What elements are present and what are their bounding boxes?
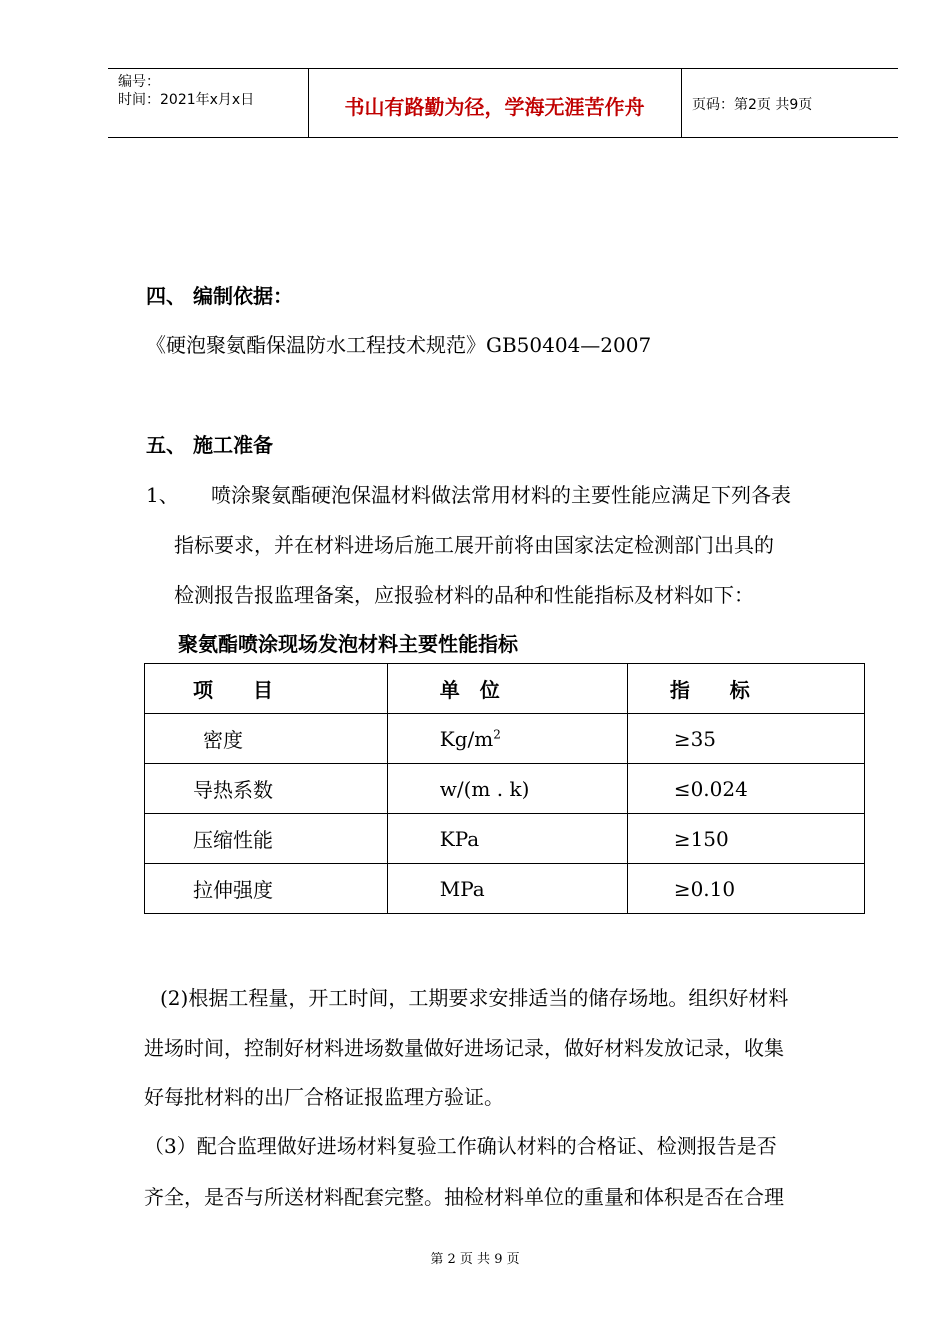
- page-header: [108, 68, 898, 138]
- table-cell-index: ≥35: [627, 714, 864, 764]
- item-1-line-3: 检测报告报监理备案，应报验材料的品种和性能指标及材料如下：: [174, 583, 754, 607]
- unit-text: Kg/m: [439, 726, 494, 751]
- header-info-cell: [108, 69, 309, 137]
- table-header-unit: 单 位: [387, 664, 627, 714]
- table-cell-unit: KPa: [387, 814, 627, 864]
- table-cell-unit: MPa: [387, 864, 627, 914]
- unit-superscript: 2: [493, 726, 501, 741]
- table-cell-index: ≥150: [627, 814, 864, 864]
- section-4-heading: 四、 编制依据：: [146, 284, 293, 308]
- performance-spec-table: [144, 663, 865, 914]
- table-cell-item: 密度: [145, 714, 388, 764]
- header-page-number: 页码：第2页 共9页: [692, 97, 813, 113]
- table-cell-index: ≥0.10: [627, 864, 864, 914]
- table-cell-unit: [387, 714, 627, 764]
- table-header-row: [145, 664, 865, 714]
- table-header-item: 项 目: [145, 664, 388, 714]
- item-3-line-1: （3）配合监理做好进场材料复验工作确认材料的合格证、检测报告是否: [144, 1134, 777, 1158]
- header-motto: 书山有路勤为径，学海无涯苦作舟: [344, 95, 645, 119]
- header-motto-cell: [308, 69, 682, 137]
- section-5-heading: 五、 施工准备: [146, 433, 273, 457]
- item-3-line-2: 齐全，是否与所送材料配套完整。抽检材料单位的重量和体积是否在合理: [144, 1185, 784, 1209]
- item-1-number: 1、: [146, 483, 179, 507]
- document-number-label: 编号：: [118, 74, 160, 90]
- table-title: 聚氨酯喷涂现场发泡材料主要性能指标: [178, 632, 518, 656]
- table-cell-index: ≤0.024: [627, 764, 864, 814]
- section-4-reference: 《硬泡聚氨酯保温防水工程技术规范》GB50404—2007: [146, 333, 652, 357]
- item-1-line-1: 喷涂聚氨酯硬泡保温材料做法常用材料的主要性能应满足下列各表: [211, 483, 791, 507]
- table-row: [145, 864, 865, 914]
- table-header-index: 指 标: [627, 664, 864, 714]
- item-1-line-2: 指标要求，并在材料进场后施工展开前将由国家法定检测部门出具的: [174, 533, 774, 557]
- table-cell-item: 拉伸强度: [145, 864, 388, 914]
- document-time-label: 时间：2021年x月x日: [118, 92, 255, 108]
- item-2-line-3: 好每批材料的出厂合格证报监理方验证。: [144, 1085, 504, 1109]
- header-page-cell: [682, 69, 898, 137]
- table-row: [145, 714, 865, 764]
- item-2-line-1: (2)根据工程量，开工时间，工期要求安排适当的储存场地。组织好材料: [160, 986, 789, 1010]
- table-cell-item: 压缩性能: [145, 814, 388, 864]
- table-row: [145, 814, 865, 864]
- table-cell-item: 导热系数: [145, 764, 388, 814]
- page-footer: 第 2 页 共 9 页: [430, 1252, 520, 1267]
- table-row: [145, 764, 865, 814]
- item-2-line-2: 进场时间，控制好材料进场数量做好进场记录，做好材料发放记录，收集: [144, 1036, 784, 1060]
- table-cell-unit: w/(m . k): [387, 764, 627, 814]
